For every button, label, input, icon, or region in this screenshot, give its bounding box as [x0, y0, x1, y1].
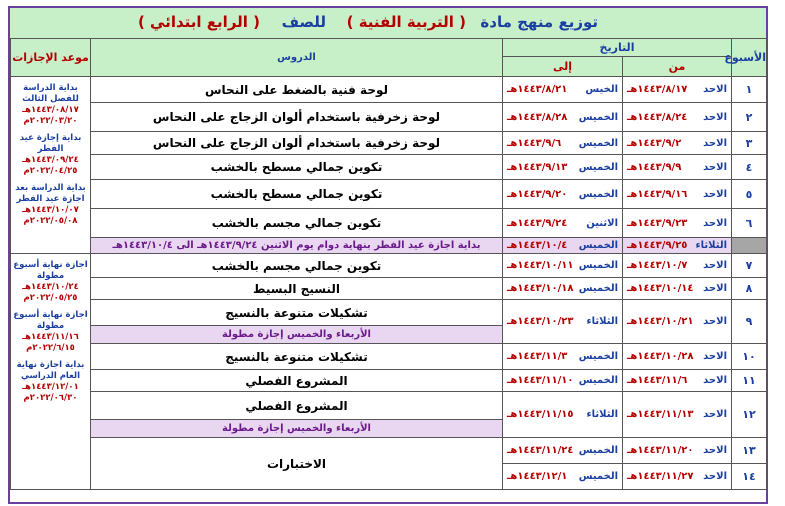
lesson-cell: المشروع الفصلي — [91, 392, 503, 420]
to-date-value: ١٤٤٣/٩/٢٠هـ — [507, 188, 568, 200]
from-date-day: الاحد — [703, 445, 728, 456]
week-row — [11, 278, 767, 300]
holiday-week-cell — [732, 238, 767, 254]
to-date-value: ١٤٤٣/١١/١٥هـ — [507, 409, 574, 420]
to-date-day: الخميس — [578, 111, 619, 123]
from-date — [623, 254, 732, 278]
plan-document — [8, 6, 768, 504]
week-row — [11, 300, 767, 326]
week-row — [11, 392, 767, 420]
from-date-value: ١٤٤٣/٩/٢٥هـ — [627, 240, 688, 251]
week-number: ١٠ — [732, 344, 767, 370]
to-date — [503, 278, 623, 300]
from-date — [623, 464, 732, 490]
vacation-top-hijri: ١٤٤٣/١٠/٠٧هـ — [22, 205, 79, 215]
from-date-day: الاحد — [703, 260, 728, 271]
week-row — [11, 344, 767, 370]
to-date — [503, 77, 623, 103]
from-date — [623, 370, 732, 392]
vacation-bottom-label: اجازة نهاية أسبوع مطولة — [13, 260, 88, 281]
vacation-top-label: بداية الدراسة بعد اجازة عيد الفطر — [15, 183, 86, 204]
to-date-day: الخميس — [578, 260, 619, 271]
from-date-value: ١٤٤٣/١١/٢٧هـ — [627, 471, 694, 482]
to-date-value: ١٤٤٣/١١/١٠هـ — [507, 375, 574, 386]
from-date-value: ١٤٤٣/٩/١٦هـ — [627, 188, 688, 200]
from-date — [623, 392, 732, 438]
to-date-day: الخميس — [578, 351, 619, 362]
to-date-day: الخميس — [578, 375, 619, 386]
vacation-bottom-entry — [11, 310, 90, 354]
holiday-row — [11, 238, 767, 254]
from-date-value: ١٤٤٣/٨/١٧هـ — [627, 84, 688, 95]
vacation-top-label: بداية الدراسة للفصل الثالث — [22, 83, 79, 104]
from-date-value: ١٤٤٣/٩/٩هـ — [627, 161, 682, 173]
vacation-bottom-label: اجازة نهاية أسبوع مطولة — [13, 310, 88, 331]
to-date-day: الثلاثاء — [586, 316, 619, 327]
from-date-day: الاحد — [703, 375, 728, 386]
to-date — [503, 392, 623, 438]
week-header: الأسبوع — [732, 39, 767, 77]
week-row — [11, 254, 767, 278]
from-date-day: الاحد — [703, 316, 728, 327]
vacation-bottom-entry — [11, 260, 90, 304]
from-date-day: الاحد — [703, 137, 728, 149]
week-row — [11, 438, 767, 464]
week-number: ٢ — [732, 103, 767, 132]
vacation-bottom-entry — [11, 360, 90, 404]
from-date-value: ١٤٤٣/٩/٢٣هـ — [627, 217, 688, 229]
vacation-bottom-label: بداية اجازة نهاية العام الدراسي — [16, 360, 85, 381]
to-date-value: ١٤٤٣/١٠/١١هـ — [507, 260, 574, 271]
lessons-header: الدروس — [91, 39, 503, 77]
from-date — [623, 209, 732, 238]
from-date-value: ١٤٤٣/٩/٢هـ — [627, 137, 682, 149]
to-date-value: ١٤٤٣/١٠/٢٣هـ — [507, 316, 574, 327]
to-date — [503, 103, 623, 132]
vacation-bottom — [11, 254, 91, 490]
from-date-day: الاحد — [703, 84, 728, 95]
lesson-cell: المشروع الفصلي — [91, 370, 503, 392]
week-row — [11, 155, 767, 180]
to-date — [503, 132, 623, 155]
week-number: ٤ — [732, 155, 767, 180]
from-date-day: الاحد — [703, 161, 728, 173]
from-date-day: الاحد — [703, 217, 728, 229]
to-date-day: الخميس — [578, 471, 619, 482]
from-date-value: ١٤٤٣/١١/٦هـ — [627, 375, 688, 386]
from-date — [623, 344, 732, 370]
to-date-value: ١٤٤٣/٩/١٣هـ — [507, 161, 568, 173]
subject-name: ( التربية الفنية ) — [346, 13, 466, 31]
to-date-day: الخيس — [585, 84, 619, 95]
vacation-top — [11, 77, 91, 254]
vacations-header: موعد الإجازات — [11, 39, 91, 77]
grade-label: للصف — [281, 13, 326, 31]
to-date-day: الخميس — [578, 445, 619, 456]
to-date — [503, 300, 623, 344]
vacation-top-label: بداية إجازة عيد الفطر — [19, 133, 82, 154]
lesson-cell: تكوين جمالي مسطح بالخشب — [91, 180, 503, 209]
week-number: ٣ — [732, 132, 767, 155]
to-date-day: الخميس — [578, 137, 619, 149]
lesson-cell: لوحة زخرفية باستخدام ألوان الزجاج على النحاس — [91, 103, 503, 132]
from-date — [623, 438, 732, 464]
from-date-value: ١٤٤٣/١٠/١٤هـ — [627, 283, 694, 294]
week-row — [11, 77, 767, 103]
from-date-day: الاحد — [703, 188, 728, 200]
to-date-value: ١٤٤٣/٨/٢٨هـ — [507, 111, 568, 123]
to-date-value: ١٤٤٣/١١/٢٤هـ — [507, 445, 574, 456]
to-date-day: الخميس — [578, 161, 619, 173]
from-date-value: ١٤٤٣/١٠/٢١هـ — [627, 316, 694, 327]
vacation-top-gregorian: ٢٠٢٢/٠٣/٢٠م — [23, 116, 78, 126]
from-date-value: ١٤٤٣/١١/١٣هـ — [627, 409, 694, 420]
long-weekend-note: الأربعاء والخميس إجازة مطولة — [91, 420, 503, 438]
week-number: ١٢ — [732, 392, 767, 438]
to-date-value: ١٤٤٣/١٠/١٨هـ — [507, 283, 574, 294]
to-date-value: ١٤٤٣/١١/٣هـ — [507, 351, 568, 362]
lesson-cell: تشكيلات متنوعة بالنسيج — [91, 344, 503, 370]
week-number: ٨ — [732, 278, 767, 300]
to-date — [503, 180, 623, 209]
to-date-day: الثلاثاء — [586, 409, 619, 420]
vacation-top-hijri: ١٤٤٣/٠٨/١٧هـ — [22, 105, 79, 115]
vacation-bottom-hijri: ١٤٤٣/١٠/٢٤هـ — [22, 282, 79, 292]
from-header: من — [623, 57, 732, 77]
grade-name: ( الرابع ابتدائي ) — [137, 13, 260, 31]
to-date — [503, 254, 623, 278]
to-date-value: ١٤٤٣/٨/٢١هـ — [507, 84, 568, 95]
from-date — [623, 278, 732, 300]
week-number: ١ — [732, 77, 767, 103]
week-row — [11, 132, 767, 155]
vacation-top-entry — [11, 183, 90, 227]
lesson-cell: تكوين جمالي مسطح بالخشب — [91, 155, 503, 180]
vacation-bottom-hijri: ١٤٤٣/١١/١٦هـ — [22, 332, 79, 342]
vacation-top-entry — [11, 83, 90, 127]
week-number: ٧ — [732, 254, 767, 278]
title-text: توزيع منهج مادة — [480, 13, 598, 31]
from-date-day: الاحد — [703, 111, 728, 123]
from-date-value: ١٤٤٣/٨/٢٤هـ — [627, 111, 688, 123]
lesson-cell: لوحة زخرفية باستخدام ألوان الزجاج على النحاس — [91, 132, 503, 155]
vacation-bottom-hijri: ١٤٤٣/١٢/٠١هـ — [22, 382, 79, 392]
week-number: ١١ — [732, 370, 767, 392]
to-date-value: ١٤٤٣/٩/٢٤هـ — [507, 217, 568, 229]
to-date-day: الخميس — [578, 188, 619, 200]
lesson-cell: النسيج البسيط — [91, 278, 503, 300]
holiday-note: بداية اجازة عيد الفطر بنهاية دوام يوم الاثنين ١٤٤٣/٩/٢٤هـ الى ١٤٤٣/١٠/٤هـ — [91, 238, 503, 254]
to-date — [503, 370, 623, 392]
vacation-bottom-gregorian: ٢٠٢٢/٠٥/٢٥م — [23, 293, 78, 303]
to-date — [503, 238, 623, 254]
to-date — [503, 344, 623, 370]
to-date-day: الاثنين — [586, 217, 619, 229]
vacation-top-gregorian: ٢٠٢٢/٠٥/٠٨م — [23, 216, 78, 226]
to-date-day: الخميس — [578, 240, 619, 251]
to-date-day: الخميس — [578, 283, 619, 294]
lesson-cell: الاختبارات — [91, 438, 503, 490]
vacation-top-entry — [11, 133, 90, 177]
week-number: ١٤ — [732, 464, 767, 490]
from-date — [623, 103, 732, 132]
to-date — [503, 155, 623, 180]
to-date-value: ١٤٤٣/١٢/١هـ — [507, 471, 568, 482]
week-number: ١٣ — [732, 438, 767, 464]
to-date — [503, 464, 623, 490]
from-date — [623, 238, 732, 254]
to-date-value: ١٤٤٣/٩/٦هـ — [507, 137, 562, 149]
from-date — [623, 300, 732, 344]
from-date-value: ١٤٤٣/١٠/٢٨هـ — [627, 351, 694, 362]
from-date-day: الاحد — [703, 471, 728, 482]
from-date-day: الاحد — [703, 351, 728, 362]
to-date — [503, 209, 623, 238]
from-date-value: ١٤٤٣/١٠/٧هـ — [627, 260, 688, 271]
from-date-day: الاحد — [703, 283, 728, 294]
week-row — [11, 370, 767, 392]
vacation-top-hijri: ١٤٤٣/٠٩/٢٤هـ — [22, 155, 79, 165]
from-date-day: الثلاثاء — [695, 240, 728, 251]
week-row — [11, 103, 767, 132]
date-header: التاريخ — [503, 39, 732, 57]
from-date-value: ١٤٤٣/١١/٢٠هـ — [627, 445, 694, 456]
from-date — [623, 77, 732, 103]
lesson-cell: لوحة فنية بالضغط على النحاس — [91, 77, 503, 103]
from-date-day: الاحد — [703, 409, 728, 420]
lesson-cell: تشكيلات متنوعة بالنسيج — [91, 300, 503, 326]
week-number: ٥ — [732, 180, 767, 209]
title-bar — [10, 8, 766, 40]
from-date — [623, 155, 732, 180]
vacation-bottom-gregorian: ٢٠٢٢/٦/١٥م — [26, 343, 75, 353]
long-weekend-note: الأربعاء والخميس إجازة مطولة — [91, 326, 503, 344]
week-number: ٦ — [732, 209, 767, 238]
week-row — [11, 209, 767, 238]
week-number: ٩ — [732, 300, 767, 344]
week-row — [11, 180, 767, 209]
vacation-bottom-gregorian: ٢٠٢٢/٠٦/٣٠م — [23, 393, 78, 403]
to-header: إلى — [503, 57, 623, 77]
vacation-top-gregorian: ٢٠٢٢/٠٤/٢٥م — [23, 166, 78, 176]
from-date — [623, 180, 732, 209]
to-date-value: ١٤٤٣/١٠/٤هـ — [507, 240, 568, 251]
lesson-cell: تكوين جمالي مجسم بالخشب — [91, 209, 503, 238]
from-date — [623, 132, 732, 155]
to-date — [503, 438, 623, 464]
lesson-cell: تكوين جمالي مجسم بالخشب — [91, 254, 503, 278]
plan-table — [10, 38, 767, 490]
